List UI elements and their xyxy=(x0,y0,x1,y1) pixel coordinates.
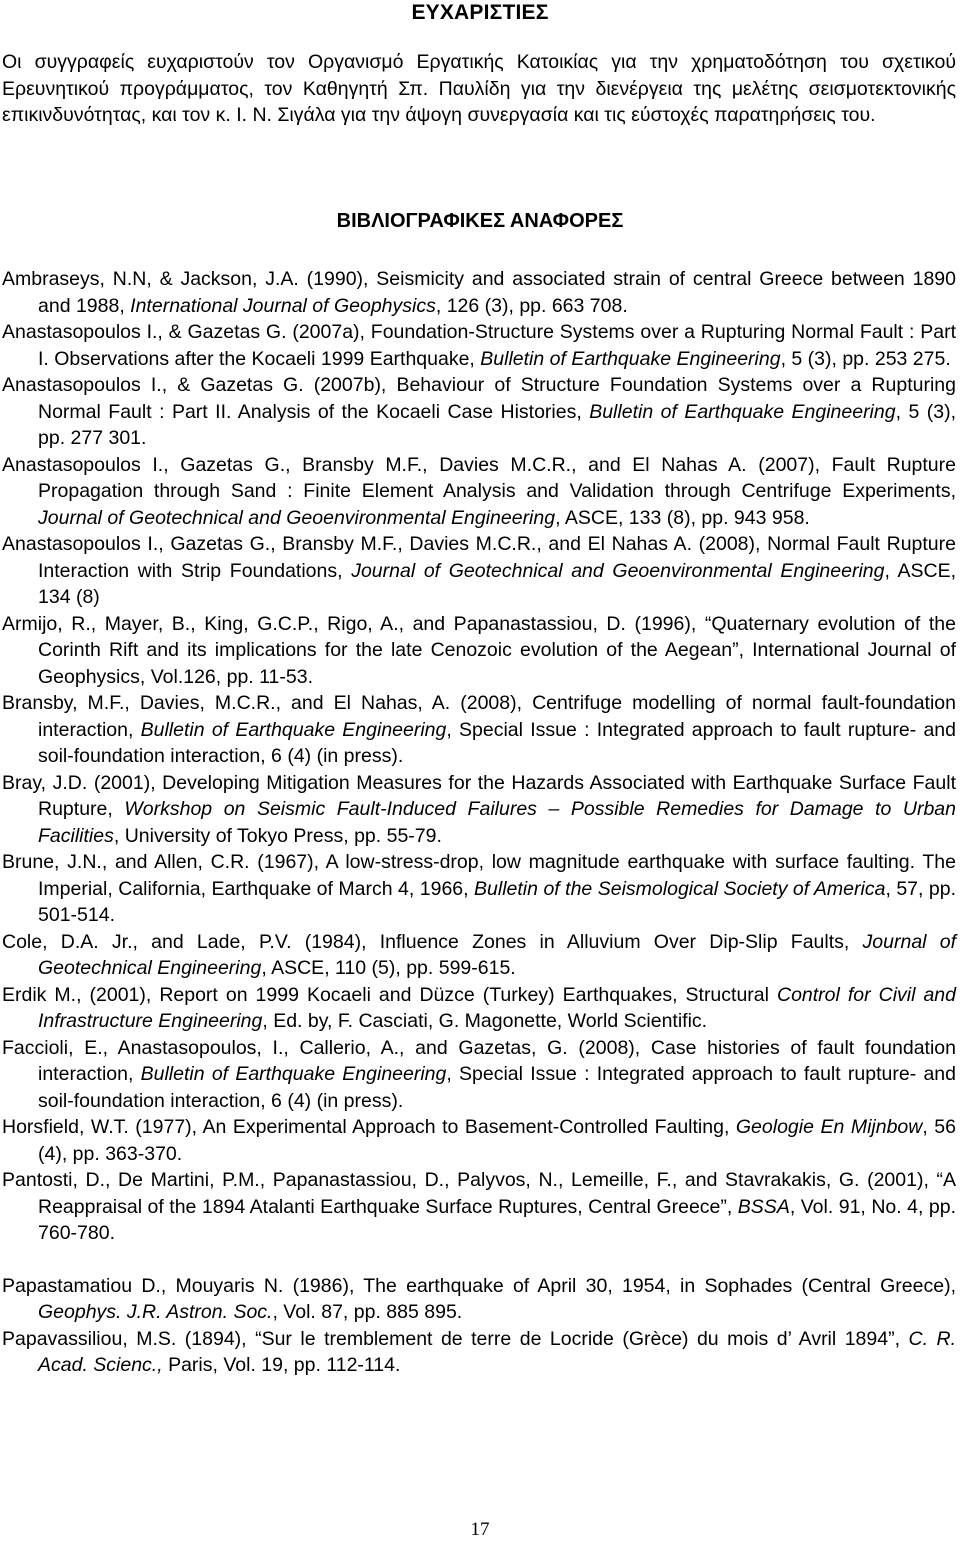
references-heading xyxy=(0,210,960,233)
references-heading-text: ΒΙΒΛΙΟΓΡΑΦΙΚΕΣ ΑΝΑΦΟΡΕΣ xyxy=(336,210,624,232)
reference-item: Papavassiliou, M.S. (1894), “Sur le tremblement de terre de Locride (Grèce) du mois d’ Avril 1894”, C. R. Acad. Scienc., Paris, Vol. 19, pp. 112-114. xyxy=(2,1327,957,1376)
reference-item: Cole, D.A. Jr., and Lade, P.V. (1984), Influence Zones in Alluvium Over Dip-Slip Faults, Journal of Geotechnical Engineering, ASCE, 110 (5), pp. 599-615. xyxy=(2,930,956,979)
reference-item: Armijo, R., Mayer, B., King, G.C.P., Rigo, A., and Papanastassiou, D. (1996), “Quaternary evolution of the Corinth Rift and its implications for the late Cenozoic evolution of the Aegean”, International Journal of Geophysics, Vol.126, pp. 11-53. xyxy=(2,612,956,688)
reference-item: Bransby, M.F., Davies, M.C.R., and El Nahas, A. (2008), Centrifuge modelling of normal fault-foundation interaction, Bulletin of Earthquake Engineering, Special Issue : Integrated approach to fault rupture- and soil-foundation interaction, 6 (4) (in press). xyxy=(2,692,956,767)
reference-item: Erdik M., (2001), Report on 1999 Kocaeli and Düzce (Turkey) Earthquakes, Structural Control for Civil and Infrastructure Engineering, Ed. by, F. Casciati, G. Magonette, World Scientific. xyxy=(2,983,956,1032)
reference-item: Anastasopoulos I., Gazetas G., Bransby M.F., Davies M.C.R., and El Nahas A. (2008), Normal Fault Rupture Interaction with Strip Foundations, Journal of Geotechnical and Geoenvironmental Engineering, ASCE, 134 (8) xyxy=(2,533,957,608)
reference-item: Anastasopoulos I., & Gazetas G. (2007b), Behaviour of Structure Foundation Systems over a Rupturing Normal Fault : Part II. Analysis of the Kocaeli Case Histories, Bulletin of Earthquake Engineering, 5 (3), pp. 277 301. xyxy=(2,374,957,449)
page-number: 17 xyxy=(470,1519,490,1540)
reference-item: Papastamatiou D., Mouyaris N. (1986), The earthquake of April 30, 1954, in Sophades (Central Greece), Geophys. J.R. Astron. Soc., Vol. 87, pp. 885 895. xyxy=(2,1274,956,1323)
reference-item: Anastasopoulos I., Gazetas G., Bransby M.F., Davies M.C.R., and El Nahas A. (2007), Fault Rupture Propagation through Sand : Finite Element Analysis and Validation through Centrifuge Experiments, Journal of Geotechnical and Geoenvironmental Engineering, ASCE, 133 (8), pp. 943 958. xyxy=(2,453,956,529)
reference-item: Brune, J.N., and Allen, C.R. (1967), A low-stress-drop, low magnitude earthquake with surface faulting. The Imperial, California, Earthquake of March 4, 1966, Bulletin of the Seismological Society of America, 57, pp. 501-514. xyxy=(2,851,956,926)
reference-item: Horsfield, W.T. (1977), An Experimental Approach to Basement-Controlled Faulting, Geologie En Mijnbow, 56 (4), pp. 363-370. xyxy=(2,1116,956,1165)
acknowledgements-text: Οι συγγραφείς ευχαριστούν τον Οργανισμό Εργατικής Κατοικίας για την χρηματοδότηση του σχετικού Ερευνητικού προγράμματος, τον Καθηγητή Σπ. Παυλίδη για την διενέργεια της μελέτης σεισμοτεκτονικής επικινδυνότητας, και τον κ. Ι. Ν. Σιγάλα για την άψογη συνεργασία και τις εύστοχές παρατηρήσεις του. xyxy=(2,51,956,126)
reference-item: Faccioli, E., Anastasopoulos, I., Callerio, A., and Gazetas, G. (2008), Case histories of fault foundation interaction, Bulletin of Earthquake Engineering, Special Issue : Integrated approach to fault rupture- and soil-foundation interaction, 6 (4) (in press). xyxy=(2,1036,956,1112)
reference-item: Pantosti, D., De Martini, P.M., Papanastassiou, D., Palyvos, N., Lemeille, F., and Stavrakakis, G. (2001), “A Reappraisal of the 1894 Atalanti Earthquake Surface Ruptures, Central Greece”, BSSA, Vol. 91, No. 4, pp. 760-780. xyxy=(2,1169,957,1244)
reference-item: Anastasopoulos I., & Gazetas G. (2007a), Foundation-Structure Systems over a Rupturing Normal Fault : Part I. Observations after the Kocaeli 1999 Earthquake, Bulletin of Earthquake Engineering, 5 (3), pp. 253 275. xyxy=(2,321,956,370)
reference-item: Ambraseys, N.N, & Jackson, J.A. (1990), Seismicity and associated strain of central Greece between 1890 and 1988, International Journal of Geophysics, 126 (3), pp. 663 708. xyxy=(2,268,956,317)
reference-item: Bray, J.D. (2001), Developing Mitigation Measures for the Hazards Associated with Earthquake Surface Fault Rupture, Workshop on Seismic Fault-Induced Failures – Possible Remedies for Damage to Urban Facilities, University of Tokyo Press, pp. 55-79. xyxy=(2,771,956,847)
references-list xyxy=(2,266,956,1379)
acknowledgements-heading: ΕΥΧΑΡΙΣΤΙΕΣ xyxy=(411,1,549,24)
